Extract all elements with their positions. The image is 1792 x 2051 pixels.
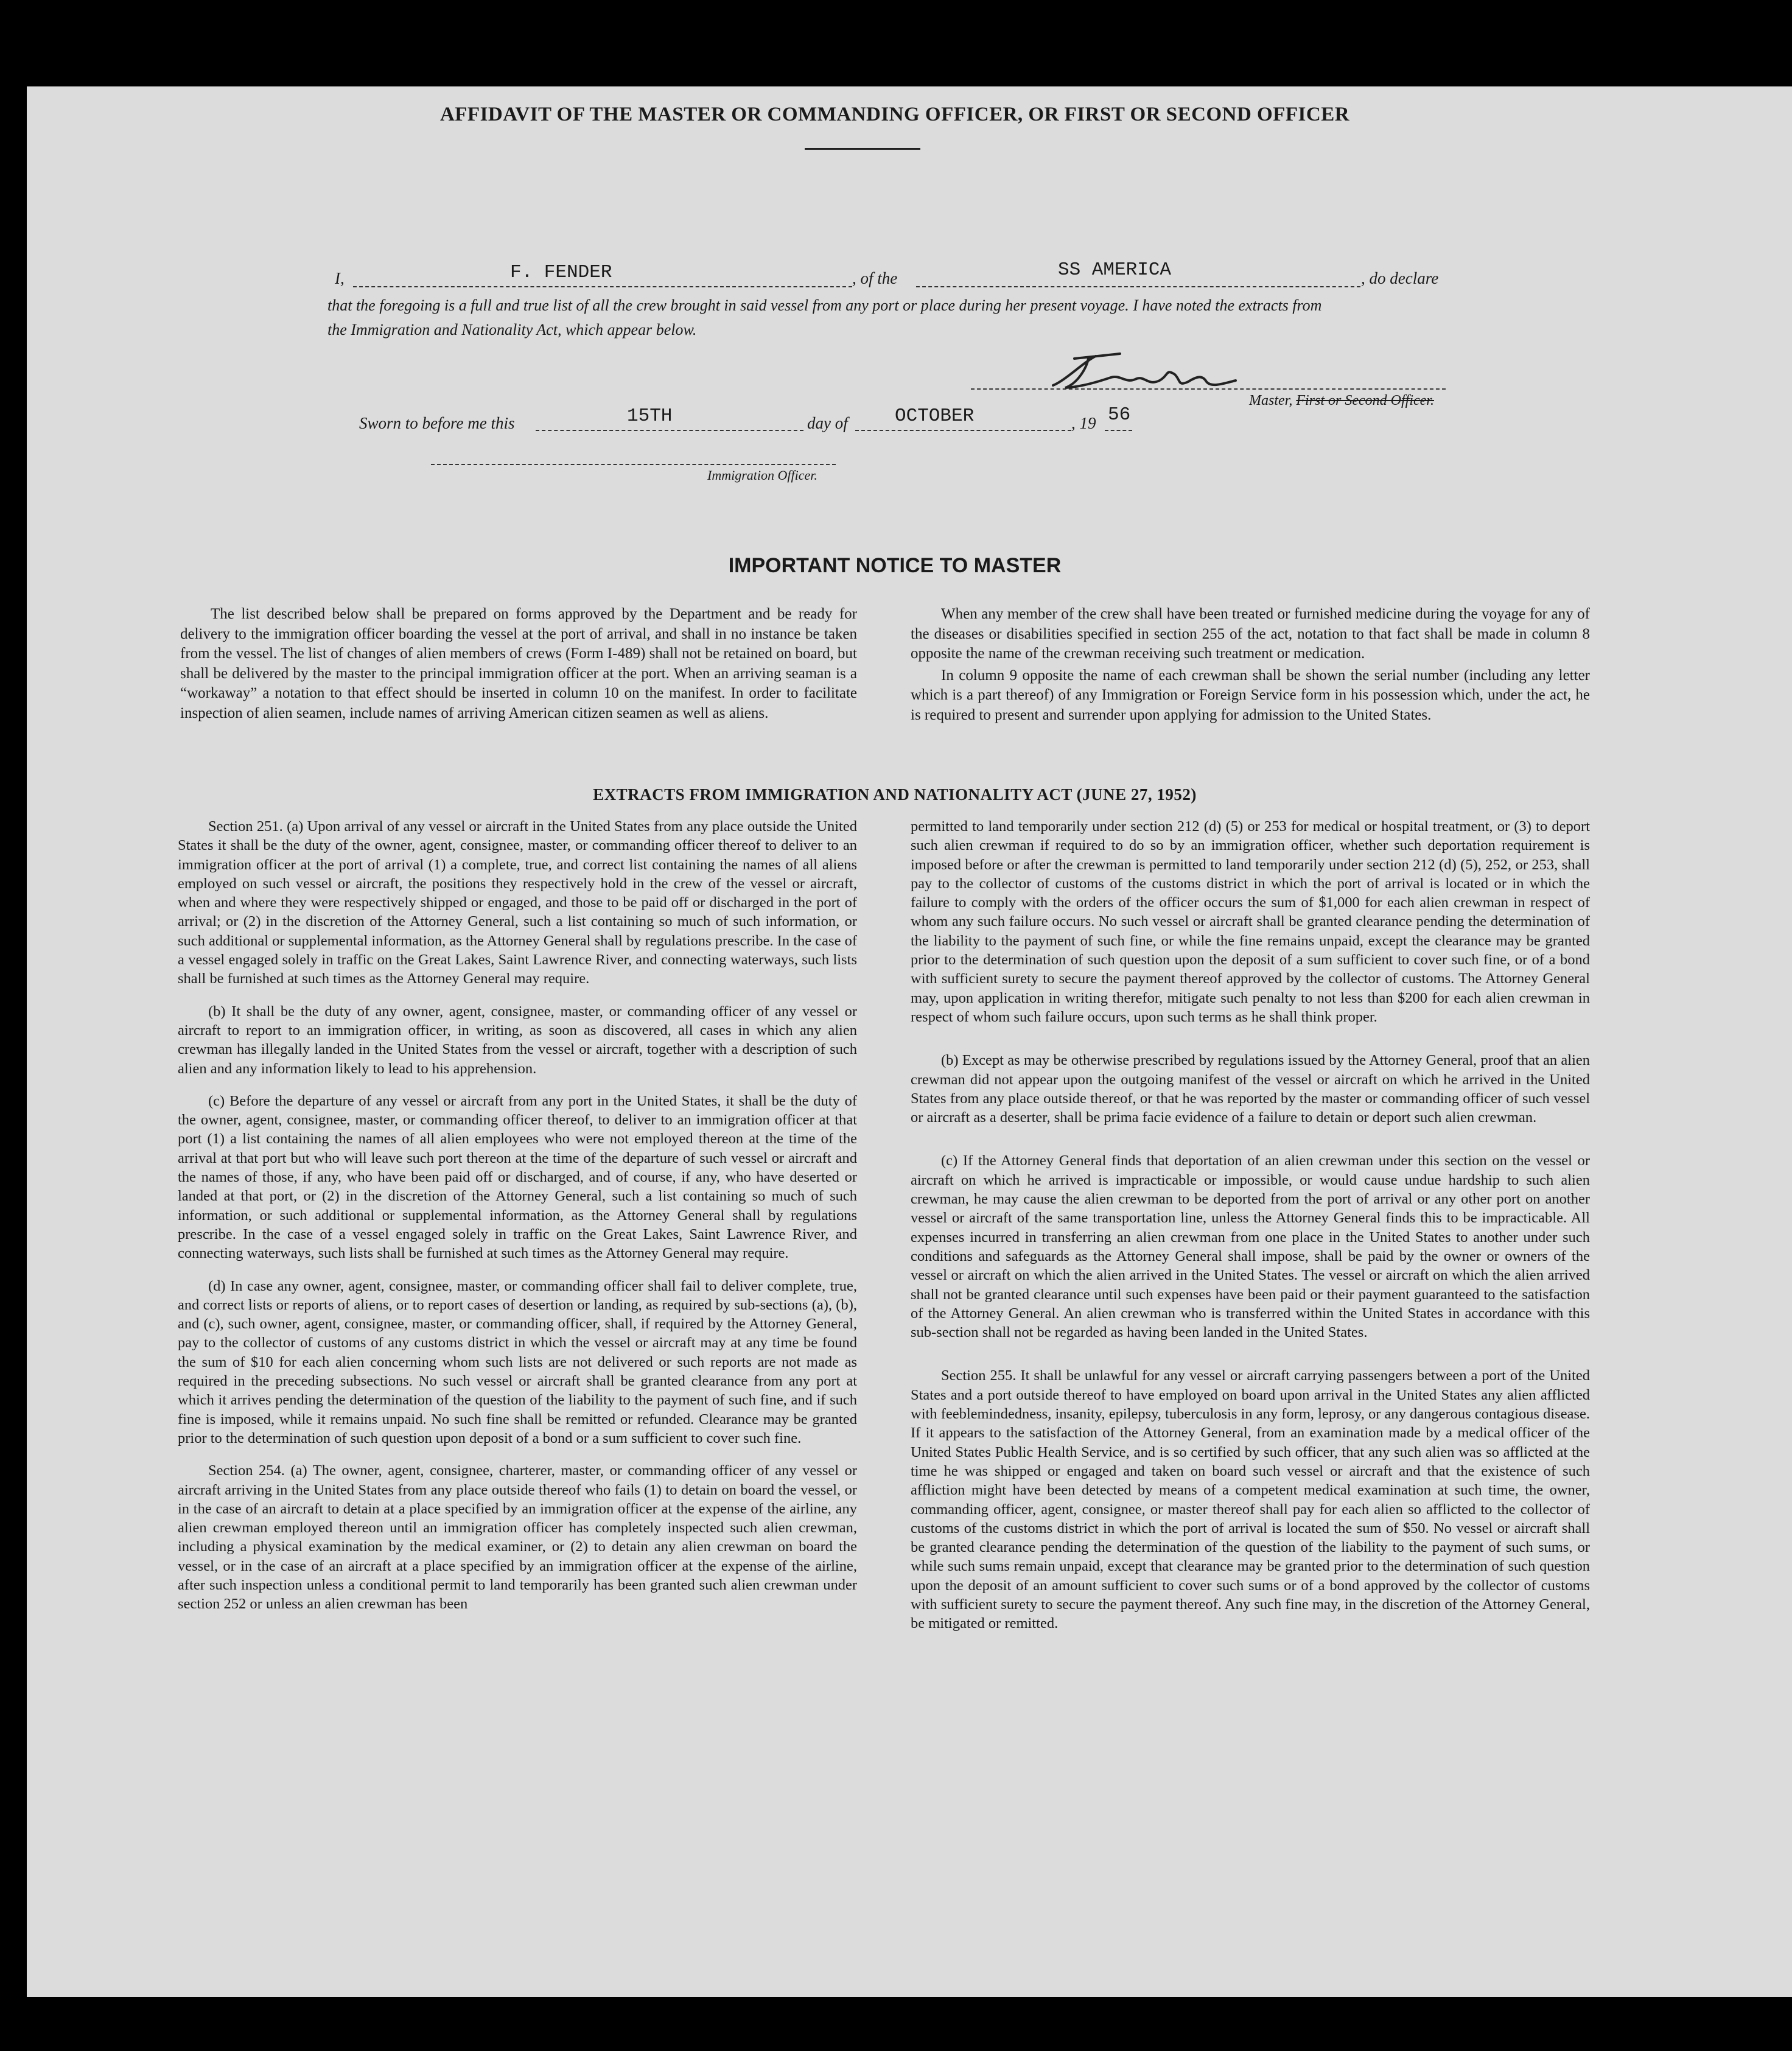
month-fill-line xyxy=(855,430,1071,431)
day-fill-line xyxy=(536,430,803,431)
notice-left-paragraph: The list described below shall be prepared on forms approved by the Department and be ready for delivery to the immigration officer boarding the vessel at the port of arrival, and shall in no instance be taken from the vessel. The list of changes of alien members of crews (Form I-489) shall not be retained on board, but shall be delivered by the master to the principal immigration officer at the port. When an arriving seaman is a “workaway” a notation to that effect should be inserted in column 10 on the manifest. In order to facilitate inspection of alien seamen, include names of arriving American citizen seamen as well as aliens. xyxy=(180,606,857,721)
notice-right-column xyxy=(911,605,1590,725)
name-fill-line xyxy=(353,286,852,287)
master-name-value: F. FENDER xyxy=(510,262,612,283)
section-254-a-continued: permitted to land temporarily under section 212 (d) (5) or 253 for medical or hospital treatment, or (3) to deport such alien crewman if required to do so by an immigration officer, whether such deportation requirement is imposed before or after the crewman is permitted to land temporarily under section 212 (d) (5), 252, or 253, shall pay to the collector of customs of the customs district in which the port of arrival is located or in which the failure to comply with the orders of the officer occurs the sum of $1,000 for each alien crewman in respect of whom any such failure occurs. No such vessel or aircraft shall be granted clearance pending the determination of the liability to the payment of such fine, or while the fine remains unpaid, except the clearance may be granted prior to the determination of such question upon the deposit of a sum sufficient to cover such fine, or of a bond with sufficient surety to secure the payment thereof approved by the collector of customs. The Attorney General may, upon application in writing therefor, mitigate such penalty to not less than $200 for each alien crewman in respect of whom such failure occurs, upon such terms as he shall think proper. xyxy=(911,818,1590,1025)
section-251-c: (c) Before the departure of any vessel or aircraft from any port in the United States, it shall be the duty of the owner, agent, consignee, master, or commanding officer thereof, to deliver to an immigration officer at that port (1) a list containing the names of all alien employees who were not employed thereon at the time of the arrival at that port but who will leave such port thereon at the time of the departure of such vessel or aircraft and the names of those, if any, who have been paid off or discharged, and of course, if any, who have deserted or landed at that port, or (2) in the discretion of the Attorney General, such a list containing so much of such information, or such additional or supplemental information, as the Attorney General shall by regulations prescribe. In the case of a vessel engaged solely in traffic on the Great Lakes, Saint Lawrence River, and connecting waterways, such lists shall be furnished at such times as the Attorney General may require. xyxy=(178,1092,857,1262)
master-signature-image xyxy=(1029,350,1260,399)
signer-title xyxy=(1249,393,1434,409)
sworn-day-value: 15TH xyxy=(627,405,673,427)
year-prefix: , 19 xyxy=(1071,414,1096,432)
section-255: Section 255. It shall be unlawful for any vessel or aircraft carrying passengers between a port of the United States and a port outside thereof to have employed on board upon arrival in the United States any alien afflicted with feeblemindedness, insanity, epilepsy, tuberculosis in any form, leprosy, or any dangerous contagious disease. If it appears to the satisfaction of the Attorney General, from an examination made by a medical officer of the United States Public Health Service, and is so certified by such officer, that any such alien was so afflicted at the time he was shipped or engaged and taken on board such vessel or aircraft and that the existence of such affliction might have been detected by means of a competent medical examination at such time, the owner, commanding officer, agent, consignee, or master thereof shall pay for each alien so afflicted to the collector of customs of the customs district in which the port of arrival is located the sum of $50. No vessel or aircraft shall be granted clearance pending the determination of the question of the liability to the payment of such sums, or while such sums remain unpaid, except that clearance may be granted prior to the determination of such question upon the deposit of an amount sufficient to cover such sums or of a bond approved by the collector of customs with sufficient surety to secure the payment thereof. Any such fine may, in the discretion of the Attorney General, be mitigated or remitted. xyxy=(911,1367,1590,1632)
signer-title-struck: First or Second Officer. xyxy=(1296,393,1434,408)
notice-right-paragraph-2: In column 9 opposite the name of each crewman shall be shown the serial number (including any letter which is a part thereof) of any Immigration or Foreign Service form in his possession which, under the act, he is required to present and surrender upon applying for admission to the United States. xyxy=(911,667,1590,723)
sworn-month-value: OCTOBER xyxy=(895,405,975,427)
vessel-fill-line xyxy=(916,286,1360,287)
section-254-a: Section 254. (a) The owner, agent, consignee, charterer, master, or commanding officer of any vessel or aircraft arriving in the United States from any place outside thereof who fails (1) to detain on board the vessel, or in the case of an aircraft to detain at a place specified by an immigration officer at the expense of the airline, any alien crewman employed thereon until an immigration officer has completely inspected such alien crewman, including a physical examination by the medical examiner, or (2) to detain any alien crewman on board the vessel, or in the case of an aircraft at a place specified by an immigration officer at the expense of the airline, after such inspection unless a conditional permit to land temporarily has been granted such alien crewman under section 252 or unless an alien crewman has been xyxy=(178,1462,857,1613)
of-the-label: , of the xyxy=(852,269,898,287)
extracts-right-column xyxy=(911,817,1590,1633)
notice-right-paragraph-1: When any member of the crew shall have been treated or furnished medicine during the voyage for any of the diseases or disabilities specified in section 255 of the act, notation to that fact shall be made in column 8 opposite the name of the crewman receiving such treatment or medication. xyxy=(911,606,1590,662)
statement-line-1: that the foregoing is a full and true list of all the crew brought in said vessel from any port or place during her present voyage. I have noted the extracts from xyxy=(327,296,1322,314)
sworn-label: Sworn to before me this xyxy=(359,414,515,432)
section-254-c: (c) If the Attorney General finds that deportation of an alien crewman under this section on the vessel or aircraft on which he arrived is impracticable or impossible, or would cause undue hardship to such alien crewman, he may cause the alien crewman to be deported from the port of arrival or any other port on another vessel or aircraft of the same transportation line, unless the Attorney General finds this to be impracticable. All expenses incurred in transferring an alien crewman from one place in the United States to another under such conditions and safeguards as the Attorney General shall impose, shall be paid by the owner or owners of the vessel or aircraft on which the alien arrived in the United States. The vessel or aircraft on which the alien arrived shall not be granted clearance until such expenses have been paid or their payment guaranteed to the satisfaction of the Attorney General. An alien crewman who is transferred within the United States in accordance with this sub-section shall not be regarded as having been landed in the United States. xyxy=(911,1152,1590,1341)
statement-line-2: the Immigration and Nationality Act, which appear below. xyxy=(327,321,697,338)
section-251-b: (b) It shall be the duty of any owner, agent, consignee, master, or commanding officer of any vessel or aircraft to report to an immigration officer, in writing, as soon as discovered, all cases in which any alien crewman has illegally landed in the United States from the vessel or aircraft, together with a description of such alien and any information likely to lead to his apprehension. xyxy=(178,1003,857,1077)
important-notice-heading: IMPORTANT NOTICE TO MASTER xyxy=(728,554,1062,577)
sworn-year-value: 56 xyxy=(1108,404,1131,426)
day-of-label: day of xyxy=(807,414,848,432)
notice-left-column xyxy=(180,605,857,723)
vessel-name-value: SS AMERICA xyxy=(1058,259,1172,281)
immigration-officer-label: Immigration Officer. xyxy=(707,468,817,483)
section-251-a: Section 251. (a) Upon arrival of any vessel or aircraft in the United States from any place outside the United States it shall be the duty of the owner, agent, consignee, master, or commanding officer thereof to deliver to an immigration officer at the port of arrival (1) a complete, true, and correct list containing the names of all aliens employed on such vessel or aircraft, the positions they respectively hold in the crew of the vessel or aircraft, when and where they were respectively shipped or engaged, and those to be paid off or discharged in the port of arrival; or (2) in the discretion of the Attorney General, such a list containing so much of such information, or such additional or supplemental information, as the Attorney General shall by regulations prescribe. In the case of a vessel engaged solely in traffic on the Great Lakes, Saint Lawrence River, and connecting waterways, such lists shall be furnished at such times as the Attorney General may require. xyxy=(178,818,857,987)
section-251-d: (d) In case any owner, agent, consignee, master, or commanding officer shall fail to deliver complete, true, and correct lists or reports of aliens, or to report cases of desertion or landing, as required by sub-sections (a), (b), and (c), such owner, agent, consignee, master, or commanding officer, shall, if required by the Attorney General, pay to the collector of customs of any customs district in which the vessel or aircraft may at any time be found the sum of $10 for each alien concerning whom such lists are not delivered or such reports are not made as required in the preceding subsections. No such vessel or aircraft shall be granted clearance from any port at which it arrives pending the determination of the question of the liability to the payment of such fine, and if such fine is imposed, while it remains unpaid. No such fine shall be remitted or refunded. Clearance may be granted prior to the determination of such question upon deposit of a bond or a sum sufficient to cover such fine. xyxy=(178,1277,857,1446)
extracts-heading: EXTRACTS FROM IMMIGRATION AND NATIONALITY ACT (JUNE 27, 1952) xyxy=(593,785,1197,804)
immigration-officer-line xyxy=(431,464,836,465)
extracts-left-column xyxy=(178,817,857,1614)
year-fill-line xyxy=(1105,430,1132,431)
title-divider xyxy=(805,148,920,150)
affidavit-title: AFFIDAVIT OF THE MASTER OR COMMANDING OFFICER, OR FIRST OR SECOND OFFICER xyxy=(439,103,1350,125)
do-declare-label: , do declare xyxy=(1361,269,1439,287)
section-254-b: (b) Except as may be otherwise prescribed by regulations issued by the Attorney General, proof that an alien crewman did not appear upon the outgoing manifest of the vessel or aircraft on which he arrived in the United States from any place outside thereof, or that he was reported by the master or commanding officer of such vessel or aircraft as a deserter, shall be prima facie evidence of a failure to detain or deport such alien crewman. xyxy=(911,1052,1590,1126)
i-label: I, xyxy=(335,269,345,287)
signer-title-master: Master, xyxy=(1249,393,1293,408)
